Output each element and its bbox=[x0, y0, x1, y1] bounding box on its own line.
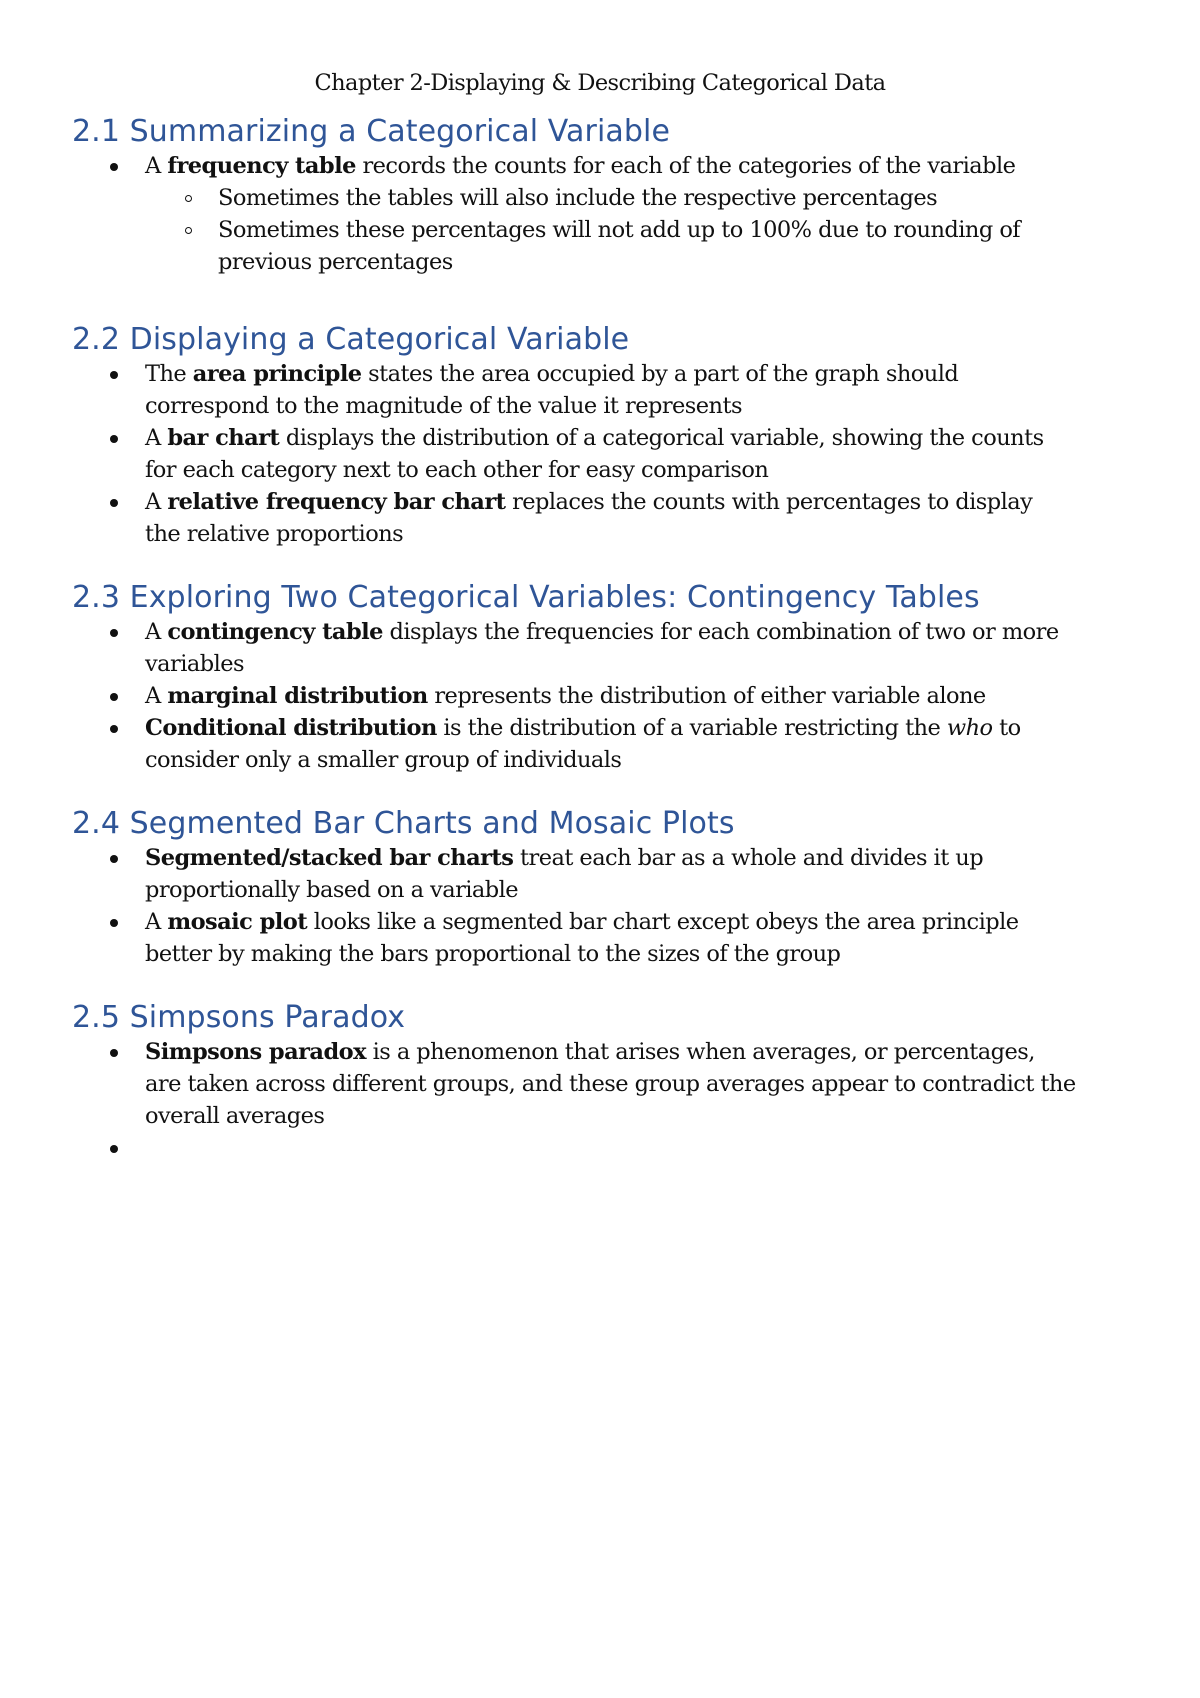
bullet-text: consider only a smaller group of individuals bbox=[145, 747, 622, 773]
bold-term: frequency table bbox=[167, 153, 356, 179]
bold-term: Conditional distribution bbox=[145, 715, 437, 741]
sub-bullet-text: previous percentages bbox=[218, 249, 453, 275]
bullet-text: A bbox=[145, 425, 168, 451]
bullet-text: overall averages bbox=[145, 1103, 325, 1129]
bullet-text: A bbox=[145, 489, 168, 515]
circle-bullet-icon bbox=[185, 195, 192, 202]
bullet-text: is a phenomenon that arises when averages, or percentages, bbox=[365, 1039, 1035, 1065]
bullet-icon bbox=[110, 371, 118, 379]
bullet-item bbox=[72, 1036, 1142, 1132]
bullet-text: proportionally based on a variable bbox=[145, 877, 519, 903]
bold-term: mosaic plot bbox=[167, 909, 308, 935]
bold-term: Segmented/stacked bar charts bbox=[145, 845, 514, 871]
bullet-text: displays the distribution of a categorical variable, showing the counts bbox=[279, 425, 1044, 451]
bullet-item bbox=[72, 358, 1142, 422]
bullet-text: states the area occupied by a part of the graph should bbox=[361, 361, 959, 387]
bold-term: area principle bbox=[192, 361, 362, 387]
section-heading: 2.3 Exploring Two Categorical Variables: Contingency Tables bbox=[72, 580, 980, 615]
bullet-text: to bbox=[992, 715, 1021, 741]
section-2-5 bbox=[72, 1000, 1142, 1164]
bullet-icon bbox=[110, 629, 118, 637]
bullet-list bbox=[72, 616, 1142, 776]
sub-bullet-item bbox=[145, 182, 1142, 214]
section-heading: 2.5 Simpsons Paradox bbox=[72, 1000, 406, 1035]
bullet-text: A bbox=[145, 619, 168, 645]
document-title: Chapter 2-Displaying & Describing Categorical Data bbox=[314, 70, 886, 96]
italic-term: who bbox=[946, 715, 993, 741]
bullet-item bbox=[72, 486, 1142, 550]
bullet-item bbox=[72, 616, 1142, 680]
sub-bullet-list bbox=[145, 182, 1142, 278]
bullet-icon bbox=[110, 725, 118, 733]
bullet-list bbox=[72, 358, 1142, 550]
bullet-item bbox=[72, 422, 1142, 486]
sub-bullet-item bbox=[145, 214, 1142, 278]
section-2-1 bbox=[72, 114, 1142, 278]
bullet-text: replaces the counts with percentages to display bbox=[505, 489, 1033, 515]
sub-bullet-text: Sometimes these percentages will not add up to 100% due to rounding of bbox=[218, 217, 1021, 243]
bullet-text: are taken across different groups, and these group averages appear to contradict the bbox=[145, 1071, 1076, 1097]
bullet-text: records the counts for each of the categories of the variable bbox=[355, 153, 1016, 179]
bullet-list bbox=[72, 842, 1142, 970]
bullet-item bbox=[72, 842, 1142, 906]
bullet-item bbox=[72, 150, 1142, 278]
bullet-icon bbox=[110, 693, 118, 701]
bullet-item bbox=[72, 680, 1142, 712]
bullet-text: better by making the bars proportional to the sizes of the group bbox=[145, 941, 841, 967]
bullet-text: displays the frequencies for each combination of two or more bbox=[382, 619, 1059, 645]
section-heading: 2.2 Displaying a Categorical Variable bbox=[72, 322, 630, 357]
bullet-list bbox=[72, 150, 1142, 278]
bullet-icon bbox=[110, 163, 118, 171]
bullet-icon bbox=[110, 919, 118, 927]
section-2-3 bbox=[72, 580, 1142, 776]
bullet-icon bbox=[110, 435, 118, 443]
bullet-text: A bbox=[145, 909, 168, 935]
bold-term: contingency table bbox=[167, 619, 383, 645]
bullet-item bbox=[72, 906, 1142, 970]
sub-bullet-text: Sometimes the tables will also include the respective percentages bbox=[218, 185, 938, 211]
bullet-text: the relative proportions bbox=[145, 521, 404, 547]
bullet-icon bbox=[110, 1145, 118, 1153]
bold-term: relative frequency bar chart bbox=[167, 489, 506, 515]
bullet-item bbox=[72, 712, 1142, 776]
bullet-icon bbox=[110, 1049, 118, 1057]
bullet-text: looks like a segmented bar chart except obeys the area principle bbox=[307, 909, 1019, 935]
bold-term: marginal distribution bbox=[167, 683, 428, 709]
bold-term: Simpsons paradox bbox=[145, 1039, 366, 1065]
section-heading: 2.4 Segmented Bar Charts and Mosaic Plots bbox=[72, 806, 735, 841]
bullet-text: The bbox=[145, 361, 193, 387]
bullet-text: treat each bar as a whole and divides it up bbox=[513, 845, 984, 871]
bullet-text: A bbox=[145, 153, 168, 179]
section-2-2 bbox=[72, 322, 1142, 550]
bullet-text: variables bbox=[145, 651, 245, 677]
bullet-text: A bbox=[145, 683, 168, 709]
bullet-text: is the distribution of a variable restricting the bbox=[436, 715, 947, 741]
empty-bullet-item bbox=[72, 1132, 1142, 1164]
bullet-list bbox=[72, 1036, 1142, 1164]
bold-term: bar chart bbox=[167, 425, 280, 451]
bullet-icon bbox=[110, 499, 118, 507]
bullet-icon bbox=[110, 855, 118, 863]
section-2-4 bbox=[72, 806, 1142, 970]
bullet-text: correspond to the magnitude of the value it represents bbox=[145, 393, 742, 419]
circle-bullet-icon bbox=[185, 227, 192, 234]
bullet-text: represents the distribution of either variable alone bbox=[427, 683, 986, 709]
section-heading: 2.1 Summarizing a Categorical Variable bbox=[72, 114, 671, 149]
bullet-text: for each category next to each other for easy comparison bbox=[145, 457, 769, 483]
